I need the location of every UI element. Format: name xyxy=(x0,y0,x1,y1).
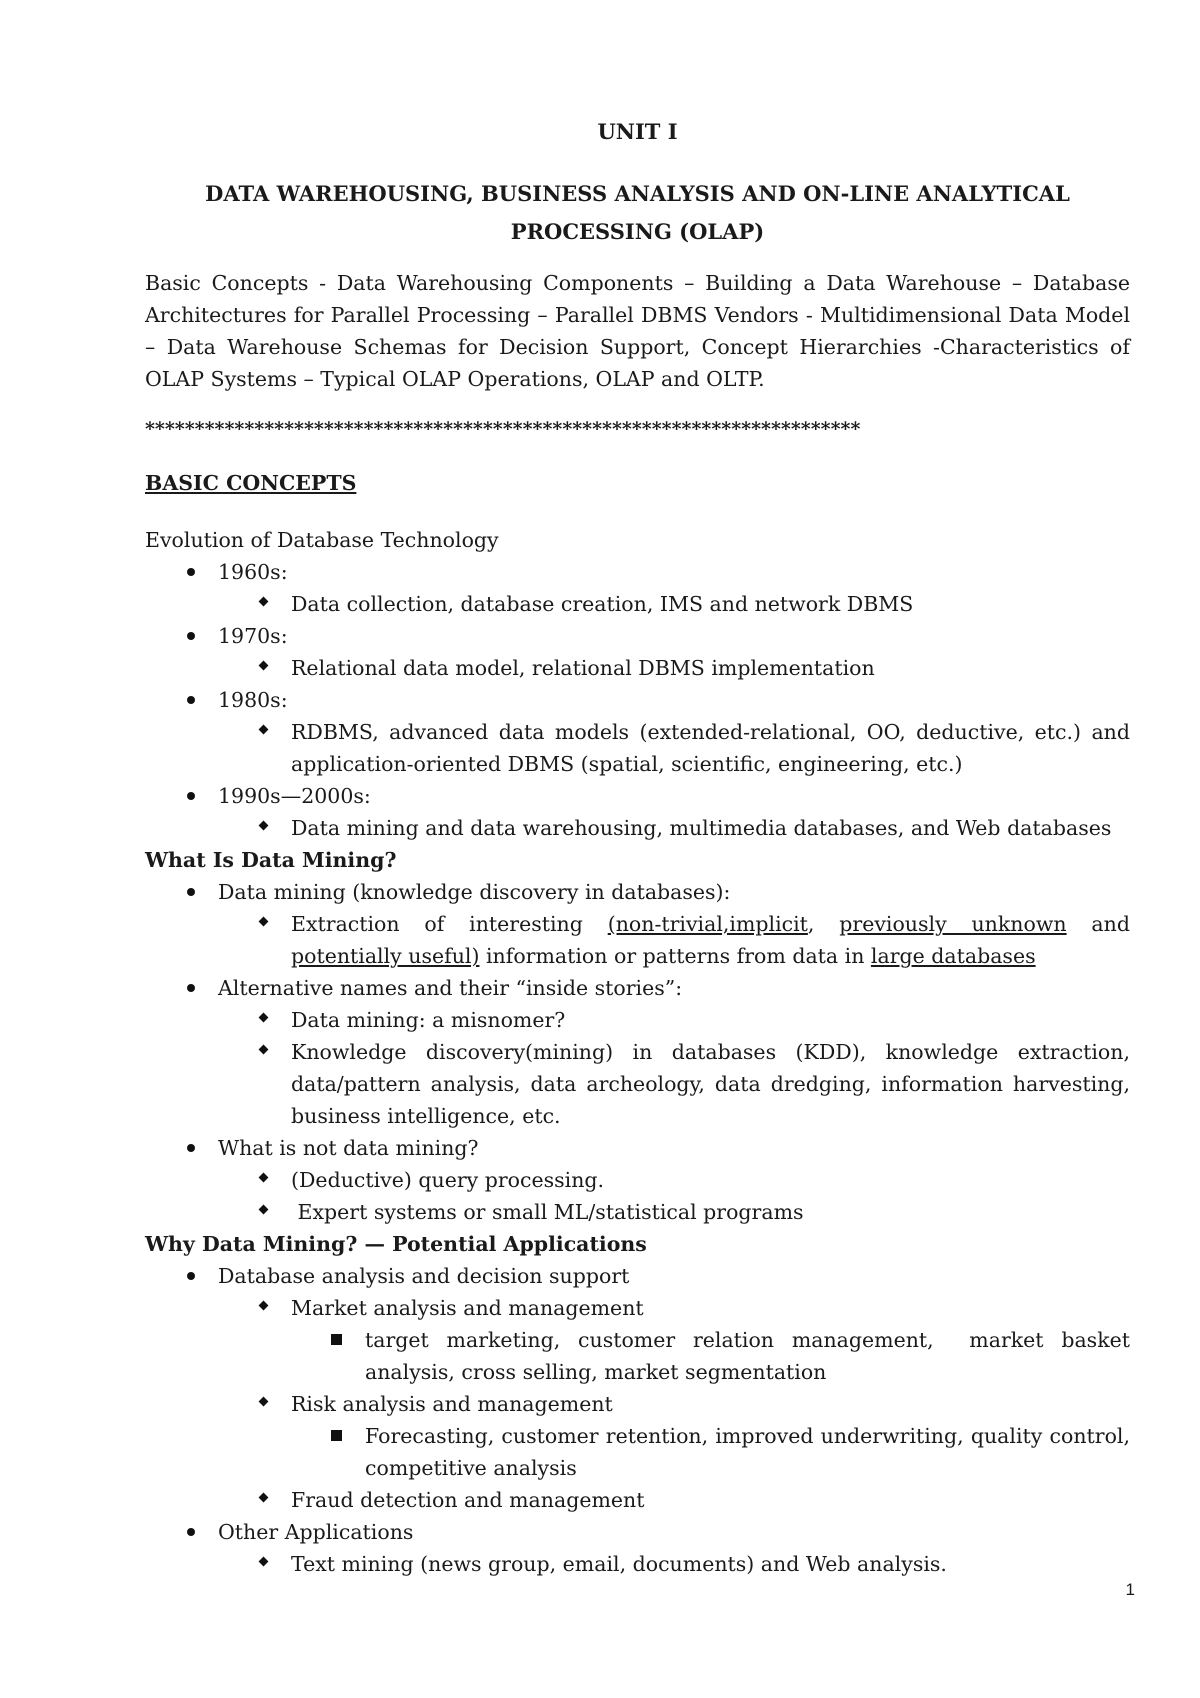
page-number: 1 xyxy=(1125,1580,1135,1599)
document-title-line-1: DATA WAREHOUSING, BUSINESS ANALYSIS AND ON-LINE ANALYTICAL xyxy=(205,181,1070,206)
bullet-dot-icon xyxy=(187,568,195,576)
diamond-bullet-icon xyxy=(259,661,269,671)
list-subsubitem: Forecasting, customer retention, improved underwriting, quality control, competitive analysis xyxy=(145,1420,1130,1484)
evolution-title: Evolution of Database Technology xyxy=(145,528,499,552)
list-item: 1970s: xyxy=(145,620,1130,652)
list-item: Alternative names and their “inside stories”: xyxy=(145,972,1130,1004)
separator-line: ************************************************************************ xyxy=(145,418,861,440)
list-subitem: Knowledge discovery(mining) in databases (KDD), knowledge extraction, data/pattern analysis, data archeology, data dredging, information harvesting, business intelligence, etc. xyxy=(145,1036,1130,1132)
bullet-dot-icon xyxy=(187,888,195,896)
list-item: Other Applications xyxy=(145,1516,1130,1548)
bullet-dot-icon xyxy=(187,1144,195,1152)
diamond-bullet-icon xyxy=(259,1301,269,1311)
document-title-line-2: PROCESSING (OLAP) xyxy=(510,219,765,244)
list-subitem: Market analysis and management xyxy=(145,1292,1130,1324)
list-item: 1960s: xyxy=(145,556,1130,588)
diamond-bullet-icon xyxy=(259,1397,269,1407)
body-outline xyxy=(145,524,1137,1580)
bullet-dot-icon xyxy=(187,1528,195,1536)
list-item: 1980s: xyxy=(145,684,1130,716)
diamond-bullet-icon xyxy=(259,917,269,927)
square-bullet-icon xyxy=(331,1334,342,1345)
list-subitem: Fraud detection and management xyxy=(145,1484,1130,1516)
diamond-bullet-icon xyxy=(259,1205,269,1215)
square-bullet-icon xyxy=(331,1430,342,1441)
diamond-bullet-icon xyxy=(259,821,269,831)
list-subitem: Risk analysis and management xyxy=(145,1388,1130,1420)
diamond-bullet-icon xyxy=(259,1173,269,1183)
list-subitem: Data mining and data warehousing, multimedia databases, and Web databases xyxy=(145,812,1130,844)
what-is-data-mining-heading: What Is Data Mining? xyxy=(145,848,397,872)
diamond-bullet-icon xyxy=(259,1045,269,1055)
syllabus-intro: Basic Concepts - Data Warehousing Components – Building a Data Warehouse – Database Architectures for Parallel Processing – Parallel DBMS Vendors - Multidimensional Data Model – Data Warehouse Schemas for Decision Support, Concept Hierarchies -Characteristics of OLAP Systems – Typical OLAP Operations, OLAP and OLTP. xyxy=(145,271,1130,391)
diamond-bullet-icon xyxy=(259,1493,269,1503)
list-subitem: Extraction of interesting (non-trivial,implicit, previously unknown and potentially useful) information or patterns from data in large databases xyxy=(145,908,1130,972)
section-heading: BASIC CONCEPTS xyxy=(145,471,357,495)
diamond-bullet-icon xyxy=(259,725,269,735)
list-item: What is not data mining? xyxy=(145,1132,1130,1164)
bullet-dot-icon xyxy=(187,632,195,640)
list-subitem: (Deductive) query processing. xyxy=(145,1164,1130,1196)
list-subitem: Text mining (news group, email, documents) and Web analysis. xyxy=(145,1548,1130,1580)
diamond-bullet-icon xyxy=(259,597,269,607)
bullet-dot-icon xyxy=(187,792,195,800)
bullet-dot-icon xyxy=(187,696,195,704)
bullet-dot-icon xyxy=(187,1272,195,1280)
diamond-bullet-icon xyxy=(259,1013,269,1023)
list-item: 1990s—2000s: xyxy=(145,780,1130,812)
list-subitem: RDBMS, advanced data models (extended-relational, OO, deductive, etc.) and application-oriented DBMS (spatial, scientific, engineering, etc.) xyxy=(145,716,1130,780)
bullet-dot-icon xyxy=(187,984,195,992)
list-subsubitem: target marketing, customer relation management, market basket analysis, cross selling, market segmentation xyxy=(145,1324,1130,1388)
list-item: Database analysis and decision support xyxy=(145,1260,1130,1292)
list-subitem: Data collection, database creation, IMS and network DBMS xyxy=(145,588,1130,620)
list-subitem: Expert systems or small ML/statistical programs xyxy=(145,1196,1130,1228)
list-subitem: Relational data model, relational DBMS implementation xyxy=(145,652,1130,684)
why-data-mining-heading: Why Data Mining? — Potential Applications xyxy=(145,1232,647,1256)
list-subitem: Data mining: a misnomer? xyxy=(145,1004,1130,1036)
document-title xyxy=(145,175,1130,251)
list-item: Data mining (knowledge discovery in databases): xyxy=(145,876,1130,908)
diamond-bullet-icon xyxy=(259,1557,269,1567)
unit-title: UNIT I xyxy=(597,119,678,144)
